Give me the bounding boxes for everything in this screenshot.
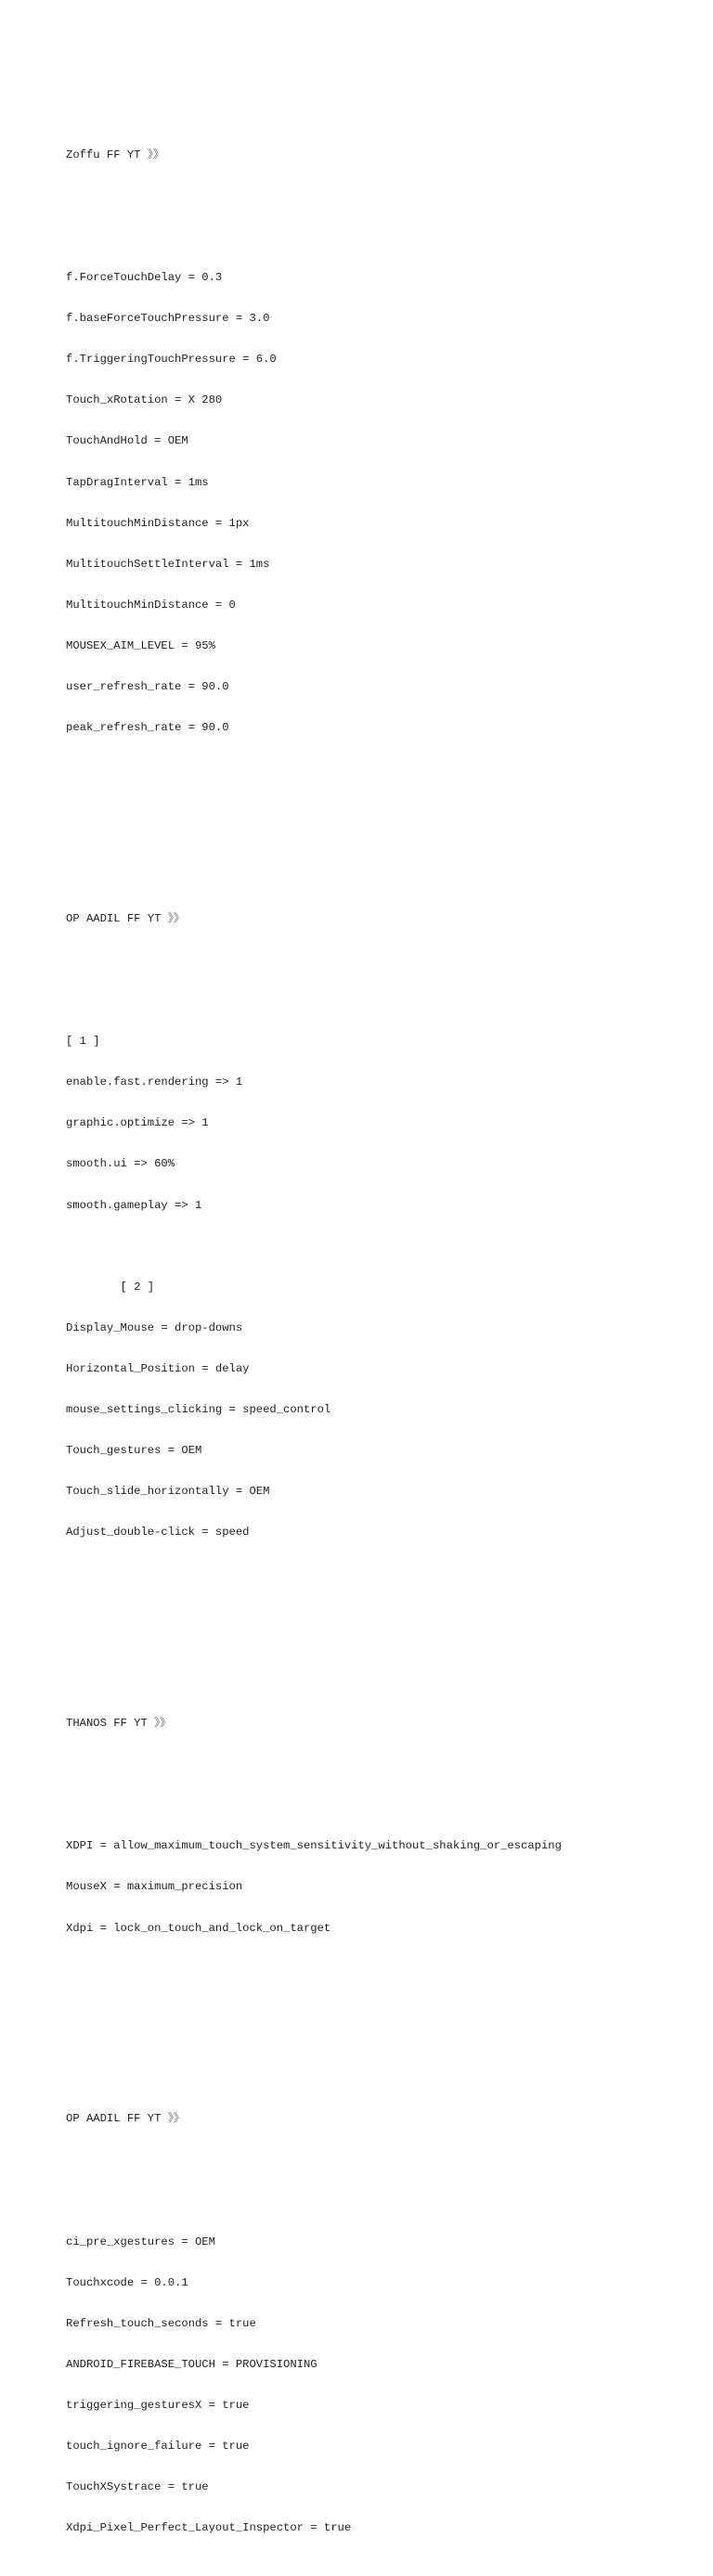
config-line: touch_ignore_failure = true: [66, 2440, 250, 2454]
blank-line: [66, 762, 697, 776]
blank-line: [66, 1240, 697, 1254]
blank-line: [66, 2195, 697, 2209]
blank-line: [66, 844, 697, 857]
section-heading: Zoffu FF YT 》》: [66, 148, 165, 161]
config-line: Touchxcode = 0.0.1: [66, 2275, 188, 2289]
document-body: [66, 94, 697, 2576]
config-line: [ 1 ]: [66, 1035, 100, 1049]
blank-line: [66, 803, 697, 817]
config-line: smooth.ui => 60%: [66, 1157, 175, 1171]
config-line: Touch_slide_horizontally = OEM: [66, 1485, 270, 1499]
config-line: MouseX = maximum_precision: [66, 1880, 243, 1894]
blank-line: [66, 2044, 697, 2058]
config-line: TouchAndHold = OEM: [66, 434, 188, 448]
blank-line: [66, 953, 697, 967]
config-line: TapDragInterval = 1ms: [66, 475, 209, 489]
blank-line: [66, 1798, 697, 1812]
blank-line: [66, 2003, 697, 2017]
config-line: f.TriggeringTouchPressure = 6.0: [66, 353, 277, 367]
config-line: MultitouchSettleInterval = 1ms: [66, 557, 270, 571]
config-line: XDPI = allow_maximum_touch_system_sensitivity_without_shaking_or_escaping: [66, 1839, 562, 1853]
config-line: triggering_gesturesX = true: [66, 2399, 250, 2412]
config-line: Touch_gestures = OEM: [66, 1444, 202, 1458]
blank-line: [66, 994, 697, 1008]
config-line: f.baseForceTouchPressure = 3.0: [66, 312, 270, 326]
config-line: ANDROID_FIREBASE_TOUCH = PROVISIONING: [66, 2357, 318, 2371]
config-line: user_refresh_rate = 90.0: [66, 680, 229, 694]
config-line: Xdpi_Pixel_Perfect_Layout_Inspector = true: [66, 2521, 352, 2535]
config-line: peak_refresh_rate = 90.0: [66, 721, 229, 735]
config-line: [ 2 ]: [66, 1280, 155, 1294]
config-line: f.ForceTouchDelay = 0.3: [66, 271, 223, 285]
blank-line: [66, 189, 697, 203]
config-line: enable.fast.rendering => 1: [66, 1075, 243, 1089]
config-line: MultitouchMinDistance = 1px: [66, 516, 250, 530]
config-line: TouchXSystrace = true: [66, 2480, 209, 2494]
config-line: smooth.gameplay => 1: [66, 1198, 202, 1212]
blank-line: [66, 1649, 697, 1663]
config-line: Touch_xRotation = X 280: [66, 393, 223, 407]
blank-line: [66, 1758, 697, 1771]
config-line: MOUSEX_AIM_LEVEL = 95%: [66, 638, 215, 652]
blank-line: [66, 1963, 697, 1977]
config-line: graphic.optimize => 1: [66, 1116, 209, 1130]
config-line: MultitouchMinDistance = 0: [66, 598, 236, 612]
config-line: Xdpi = lock_on_touch_and_lock_on_target: [66, 1921, 331, 1935]
section-heading: OP AADIL FF YT 》》: [66, 911, 185, 925]
config-line: Display_Mouse = drop-downs: [66, 1320, 243, 1334]
section-heading: THANOS FF YT 》》: [66, 1717, 172, 1731]
config-line: Horizontal_Position = delay: [66, 1361, 250, 1375]
blank-line: [66, 1566, 697, 1580]
section-heading: OP AADIL FF YT 》》: [66, 2112, 185, 2126]
config-line: mouse_settings_clicking = speed_control: [66, 1403, 331, 1417]
blank-line: [66, 230, 697, 244]
blank-line: [66, 2153, 697, 2167]
config-line: Refresh_touch_seconds = true: [66, 2316, 256, 2330]
blank-line: [66, 1608, 697, 1622]
config-line: Adjust_double-click = speed: [66, 1526, 250, 1539]
config-line: ci_pre_xgestures = OEM: [66, 2235, 215, 2248]
